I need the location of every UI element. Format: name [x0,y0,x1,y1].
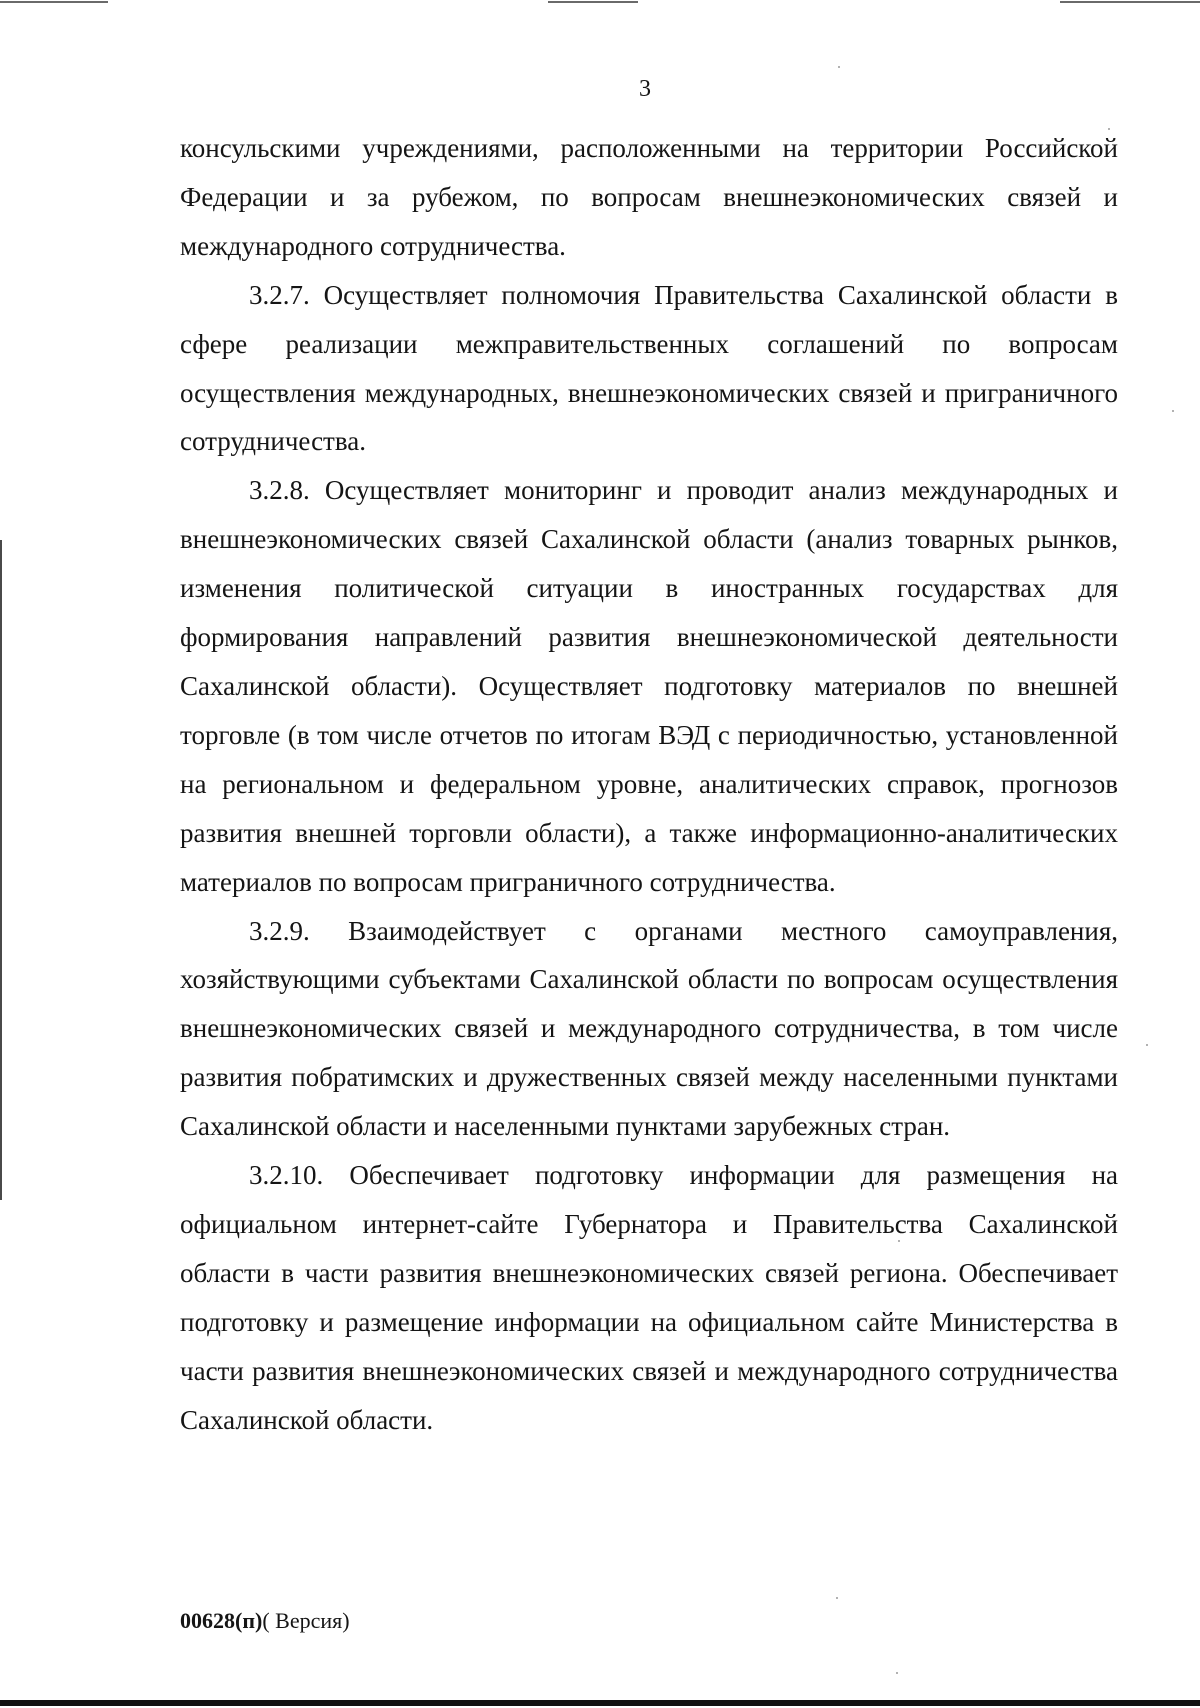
scan-speck [1172,410,1174,412]
scan-edge-top-left [0,1,108,3]
document-version: ( Версия) [262,1608,350,1633]
scan-edge-left [0,540,2,1200]
scan-edge-top-right [1060,1,1200,3]
paragraph-3-2-7: 3.2.7. Осуществляет полномочия Правительства Сахалинской области в сфере реализации межправительственных соглашений по вопросам осуществления международных, внешнеэкономических связей и приграничного сотрудничества. [180,279,1118,457]
scan-edge-top-center [548,1,638,3]
paragraph-3-2-9: 3.2.9. Взаимодействует с органами местного самоуправления, хозяйствующими субъектами Сахалинской области по вопросам осуществления внешнеэкономических связей и международного сотрудничества, в том числе развития побратимских и дружественных связей между населенными пунктами Сахалинской области и населенными пунктами зарубежных стран. [180,915,1118,1142]
document-body [180,124,1118,1444]
scan-speck [1146,1044,1148,1046]
scan-speck [896,1672,898,1674]
paragraph-3-2-10: 3.2.10. Обеспечивает подготовку информации для размещения на официальном интернет-сайте Губернатора и Правительства Сахалинской области в части развития внешнеэкономических связей региона. Обеспечивает подготовку и размещение информации на официальном сайте Министерства в части развития внешнеэкономических связей и международного сотрудничества Сахалинской области. [180,1160,1118,1435]
document-code: 00628(п) [180,1608,263,1633]
scan-edge-bottom [0,1700,1200,1706]
page-number: 3 [639,76,651,102]
scan-speck [836,1597,838,1599]
paragraph-continuation: консульскими учреждениями, расположенными на территории Российской Федерации и за рубежом, по вопросам внешнеэкономических связей и международного сотрудничества. [180,133,1118,261]
document-footer [180,1608,350,1634]
scan-speck [838,66,840,68]
paragraph-3-2-8: 3.2.8. Осуществляет мониторинг и проводит анализ международных и внешнеэкономических связей Сахалинской области (анализ товарных рынков, изменения политической ситуации в иностранных государствах для формирования направлений развития внешнеэкономической деятельности Сахалинской области). Осуществляет подготовку материалов по внешней торговле (в том числе отчетов по итогам ВЭД с периодичностью, установленной на региональном и федеральном уровне, аналитических справок, прогнозов развития внешней торговли области), а также информационно-аналитических материалов по вопросам приграничного сотрудничества. [180,475,1118,897]
